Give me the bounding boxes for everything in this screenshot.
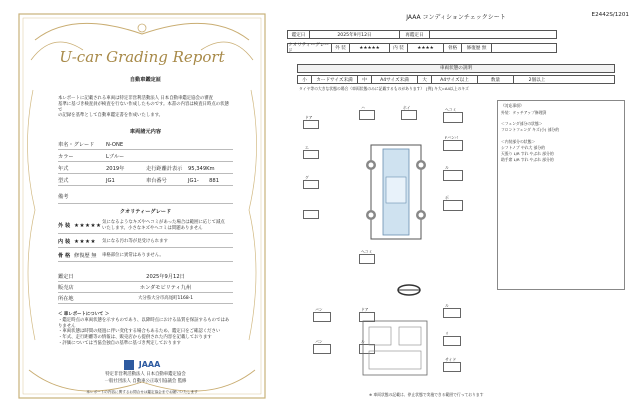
spec-row-remarks: 備考 xyxy=(58,190,233,204)
date-row: 鑑定日 2025年9月12日 再鑑定日 xyxy=(287,30,557,39)
damage-box-11: ヘコミ xyxy=(359,254,375,264)
spec-row-year: 年式 2019年 走行距離計表示 95,349Km xyxy=(58,164,233,174)
damage-box-13: パン xyxy=(313,344,331,354)
damage-box-8: ポ xyxy=(443,200,463,211)
damage-box-14: ル xyxy=(443,308,461,318)
damage-box-6: Fバンパ xyxy=(443,140,463,151)
damage-box-12: バン xyxy=(313,312,331,322)
quality-row-interior: 内 装 ★★★★ 気になる汚れ等が見受けられます xyxy=(58,236,233,248)
org-name: 特定非営利活動法人 日本自動車鑑定協会 xyxy=(105,372,186,377)
damage-box-10: ホイ xyxy=(401,110,417,120)
quality-row-exterior: 外 装 ★★★★★ 気になるようなキズやヘコミがあった場合は範囲に応じて減点いたします。小さなキズやヘコミは問題ありません xyxy=(58,218,233,234)
spec-row-name: 車名・グレード N-ONE xyxy=(58,140,233,150)
info-dealer: 販売店 ホンダモビリティ九州 xyxy=(58,283,233,293)
damage-box-15: リ xyxy=(443,336,461,346)
info-date: 鑑定日 2025年9月12日 xyxy=(58,272,233,282)
report-title: U-car Grading Report xyxy=(59,48,225,66)
left-footer: 本レポートの内容に関するお問合せは鑑定協会までお願いいたします xyxy=(86,390,198,394)
damage-box-18: ル xyxy=(359,344,375,354)
intro-text: 本レポートに記載される車両は特定非営利活動法人 日本自動車鑑定協会の審査 基準に基づき検査員が検査を行ない作成したものです。本書の内容は検査日時点の状態で の記録を基準として自動車鑑定書を作成いたします。 xyxy=(58,96,229,119)
legend-row: 小 カードサイズ未満 中 A4サイズ未満 大 A4サイズ以上 数量 2個以上 xyxy=(297,75,615,84)
damage-box-5: ヘコミ xyxy=(443,112,463,123)
sheet-id: E2442S/1201 xyxy=(591,12,629,18)
quality-row-frame: 骨 格 修復歴 無 車格部位に異常はありません。 xyxy=(58,250,233,262)
legend-note: タイヤ等の大きな状態の場合（車両状態のみに記載するものがあります） [例] キ大=A4以上のキズ xyxy=(299,86,469,91)
jaaa-mark-icon xyxy=(124,360,134,370)
damage-box-2: エ xyxy=(303,150,319,159)
steering-wheel-icon xyxy=(396,283,422,297)
quality-section-title: クオリティーグレード xyxy=(119,209,172,215)
remarks-panel: 《対応事項》 外装：タッチアップ修理済 ＜フェンダ部分の状態＞ フロントフェンダ キズ(小) 部分的 ＜内装部分の状態＞ シフトノブ やれ大 部分的 天張り L/R すれ やぶれ 部分的 助手席 L/R すれ やぶれ 部分的 xyxy=(497,100,625,290)
quality-row: クオリティーグレード 外 装 ★★★★★ 内 装 ★★★★ 骨格 修復歴 無 xyxy=(287,43,557,53)
spec-section-title: 車両諸元内容 xyxy=(129,129,162,135)
quality-grade-section xyxy=(58,208,233,270)
spec-row-color: カラー Lブルー xyxy=(58,152,233,162)
bottom-note: ※ 車両状態の記載は、停止状態で実施できる範囲で行っております xyxy=(369,392,484,397)
car-top-view xyxy=(353,137,438,247)
grading-report-certificate xyxy=(13,10,271,402)
damage-box-17: ドア xyxy=(359,312,375,322)
damage-box-16: サイド xyxy=(443,362,461,372)
report-subtitle: 自動車鑑定証 xyxy=(129,77,162,83)
damage-box-7: ル xyxy=(443,170,463,181)
jaaa-logo: JAAA xyxy=(117,354,167,373)
car-interior-view xyxy=(353,317,438,379)
spec-row-model: 型式 JG1 車台番号 JG1- 881 xyxy=(58,176,233,186)
vehicle-spec-section xyxy=(58,128,233,218)
damage-box-9: ハ xyxy=(359,110,375,120)
legend-title: 車両状態の説明 xyxy=(297,64,615,73)
report-notes: ＜ 車レポートについて ＞ ・鑑定時点の車両状態を示すものであり、以降時点における品質を保証するものではありません ・車両状態は時間の経過に伴い変化する場合もあるため、鑑定日をご確認ください ・年式、走行距離等の情報は、販売店から提供された内容を記載しております ・評価については当協会独自の基準に基づき判定しております xyxy=(58,312,230,346)
damage-box-3: グ xyxy=(303,180,319,189)
damage-box-4 xyxy=(303,210,319,219)
condition-check-sheet xyxy=(283,12,629,402)
inspection-info xyxy=(58,272,233,306)
damage-box-1: ドア xyxy=(303,120,319,129)
info-address: 所在地 大分県大分市高尾町1168-1 xyxy=(58,294,233,304)
org-supervisor: 一般社団法人 自動車公正取引協議会 監修 xyxy=(104,379,187,384)
sheet-title: JAAA コンディションチェックシート xyxy=(406,14,506,21)
